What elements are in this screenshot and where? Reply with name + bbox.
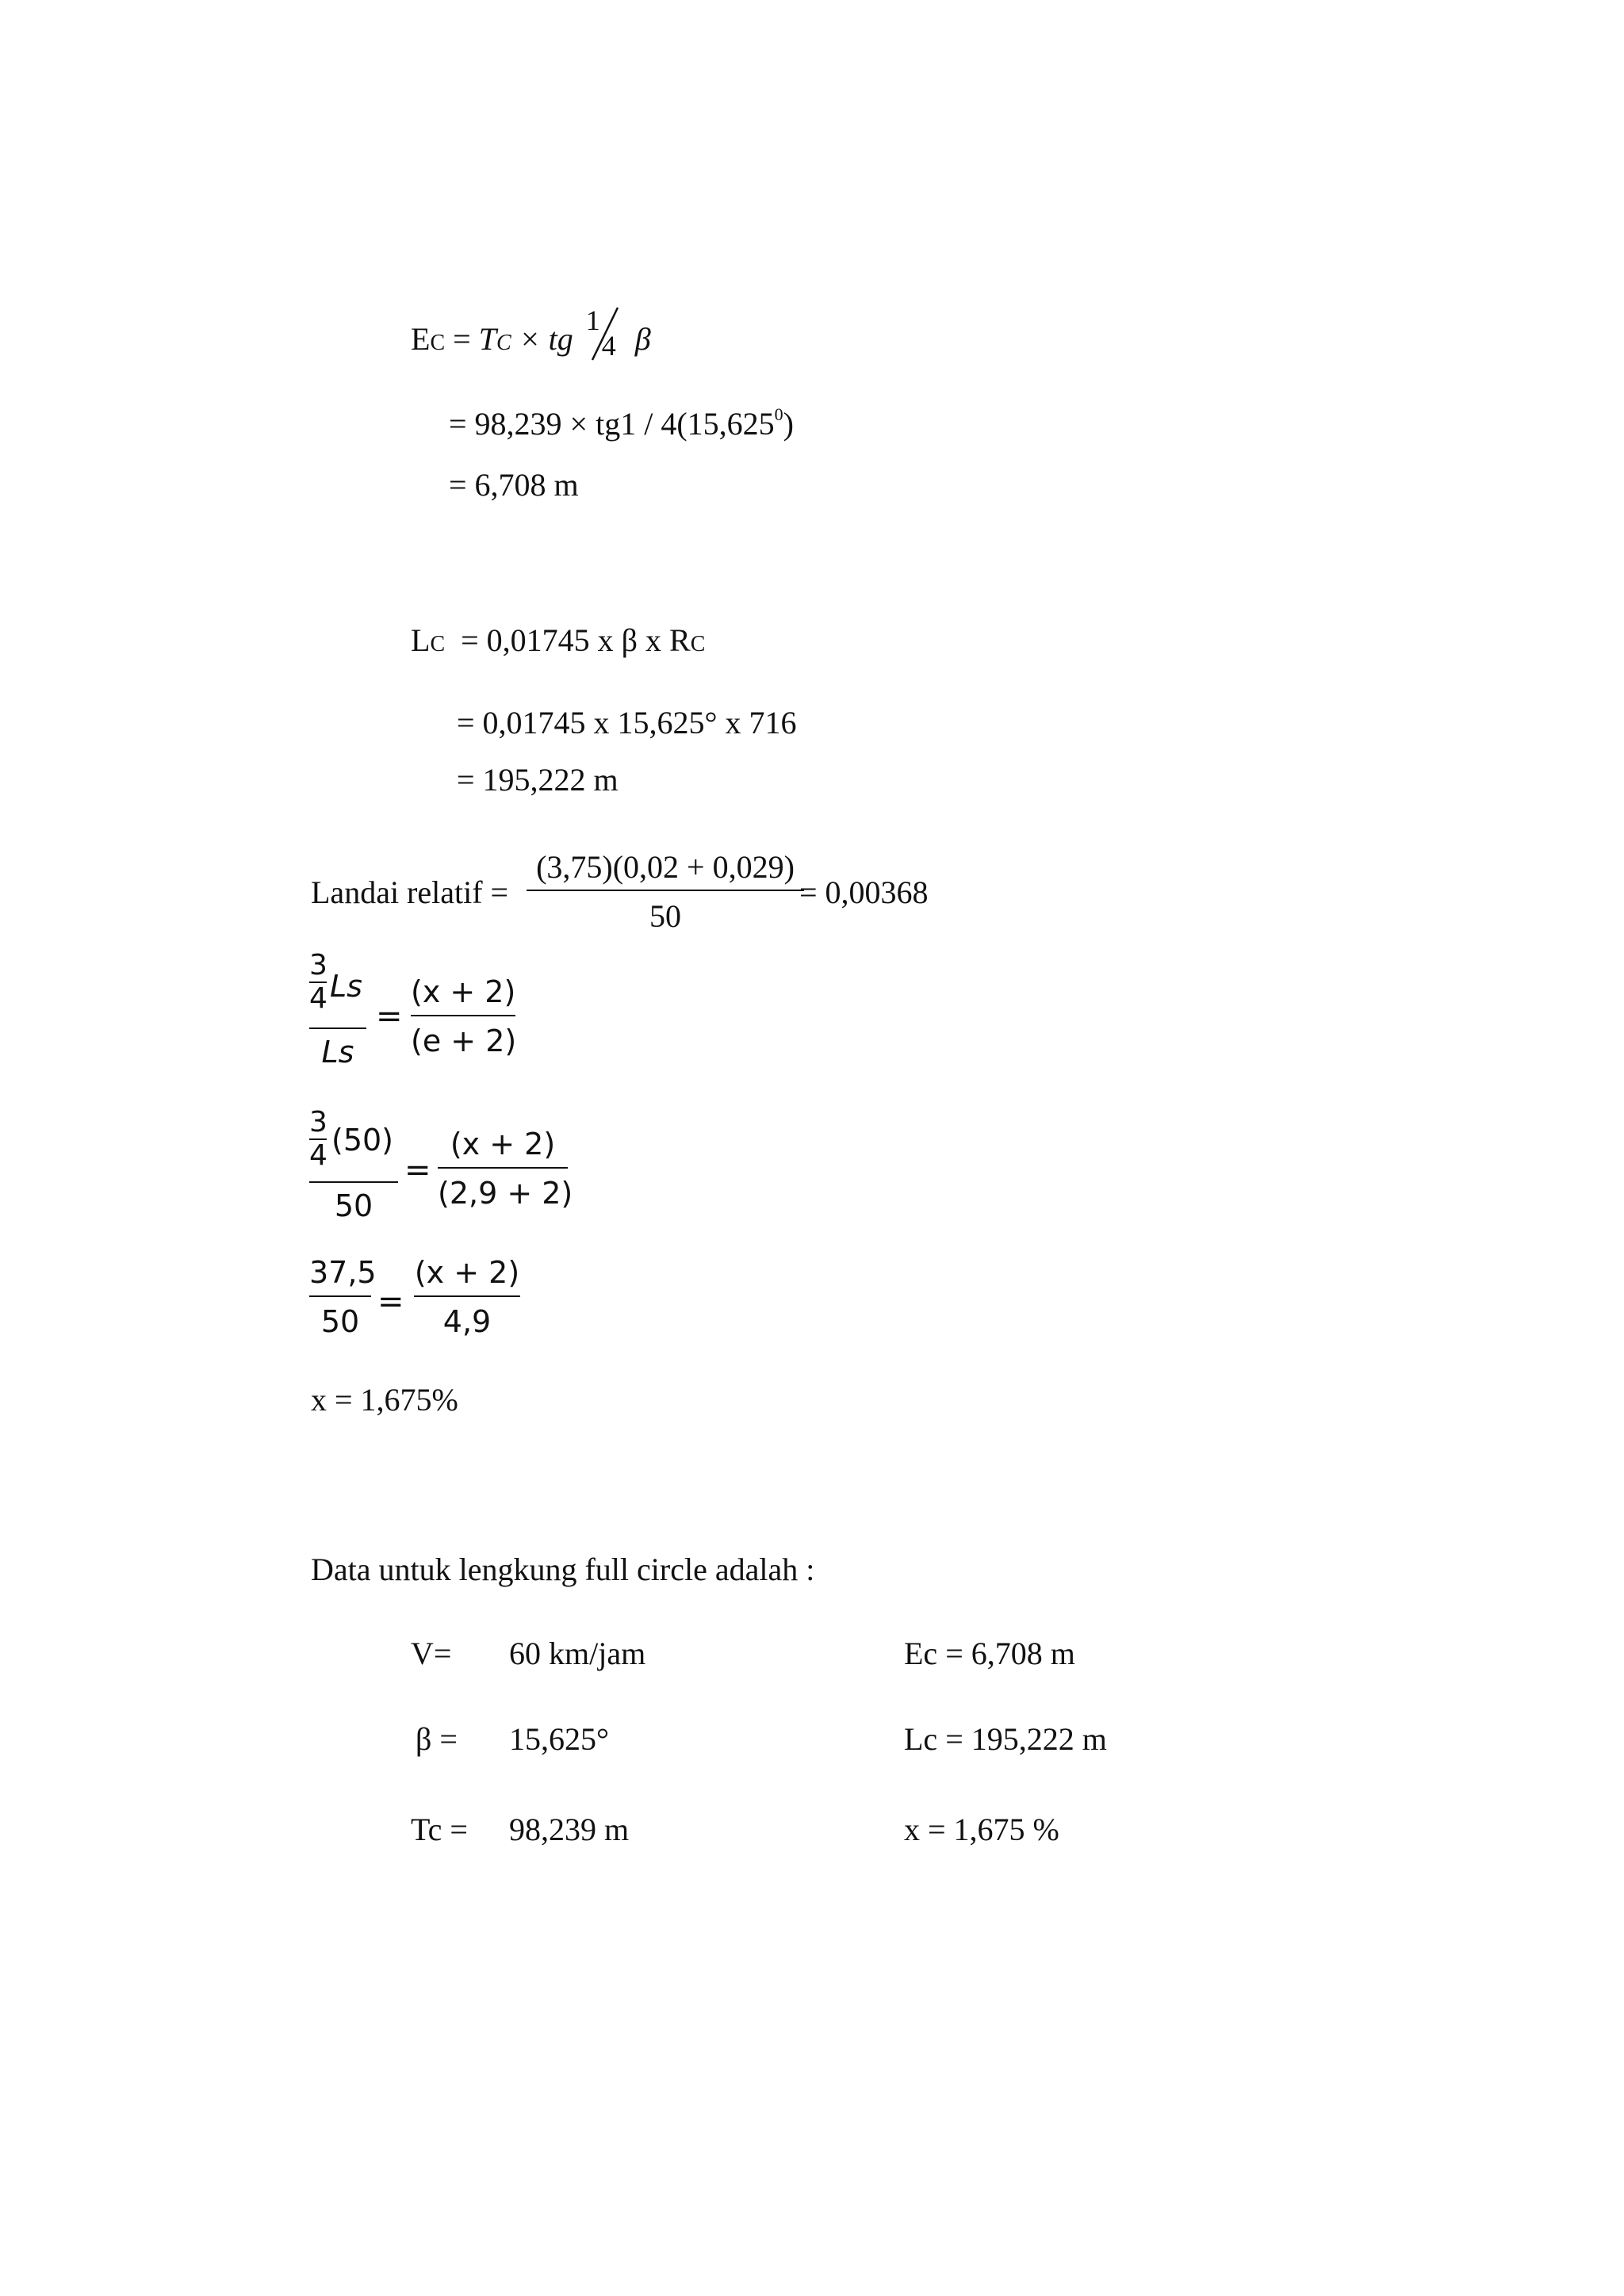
eq3-lhs-den: 50 [320,1304,360,1339]
eq3-lhs [309,1255,377,1339]
fraction-bar [414,1295,520,1297]
lc-line-3 [457,764,619,796]
summary-row-value: 15,625° [509,1721,609,1757]
landai-result [799,874,929,910]
summary-row-right: Ec = 6,708 m [904,1636,1075,1671]
summary-row-value: 60 km/jam [509,1636,646,1671]
fraction-denominator: 4 [601,329,616,362]
summary-row-value: 98,239 m [509,1812,630,1847]
x-result-text: x = 1,675% [311,1382,458,1418]
landai-result-text: = 0,00368 [799,874,929,910]
x-result [311,1384,458,1416]
ec-line-2 [449,406,794,440]
fraction-bar [411,1015,515,1016]
fraction-numerator: 1 [585,304,600,336]
eq3-rhs-den: 4,9 [442,1304,492,1339]
eq2-small-den: 4 [309,1139,327,1172]
eq1-equals: = [376,998,403,1035]
eq1-top-var: Ls [330,969,362,1004]
ec-line-3 [449,469,579,501]
fraction-bar [309,1027,366,1029]
lc-rhs: = 0,01745 x β x R [461,622,691,658]
eq1-rhs [411,974,517,1058]
eq3-lhs-num: 37,5 [309,1255,377,1290]
ec-subscript: C [430,331,446,355]
eq1-rhs-num: (x + 2) [411,974,516,1009]
eq2-small-num: 3 [309,1106,327,1138]
summary-heading [311,1554,814,1586]
summary-row-label: Tc = [411,1812,468,1847]
fraction-bar [527,890,804,891]
ec-symbol: E [411,321,431,357]
landai-label [311,874,509,910]
eq2-lhs [309,1108,398,1221]
closing-paren: ) [783,406,794,442]
eq2-bottom-val: 50 [334,1188,373,1223]
landai-numerator: (3,75)(0,02 + 0,029) [536,849,795,885]
eq1-lhs [309,949,366,1070]
eq2-rhs-den: (2,9 + 2) [438,1176,573,1211]
summary-row-label: V= [411,1636,452,1671]
summary-row-label: β = [416,1721,458,1757]
lc-substitution: = 0,01745 x 15,625° x 716 [457,705,797,740]
summary-row-right: x = 1,675 % [904,1812,1059,1847]
lc-result: = 195,222 m [457,762,619,798]
summary-row-right: Lc = 195,222 m [904,1721,1107,1757]
tc-symbol: T [478,321,496,357]
fraction-bar [438,1167,568,1169]
tc-subscript: C [496,331,511,355]
lc-line-2 [457,707,797,739]
landai-denominator: 50 [649,898,681,934]
landai-fraction [527,851,804,932]
eq1-rhs-den: (e + 2) [411,1024,517,1058]
lc-subscript: C [430,632,446,656]
eq1-small-num: 3 [309,949,327,982]
eq1-small-den: 4 [309,982,327,1015]
rc-subscript: C [690,632,706,656]
beta-symbol: β [634,321,651,357]
fraction-bar [309,1181,398,1183]
times-tg: × tg [519,321,573,357]
eq2-rhs-num: (x + 2) [450,1127,556,1161]
equals-sign: = [453,321,471,357]
fraction-bar [309,1295,371,1297]
quarter-fraction [581,304,627,362]
eq2-equals: = [404,1152,431,1188]
eq3-equals: = [377,1284,404,1320]
landai-label-text: Landai relatif = [311,874,509,910]
eq3-rhs-num: (x + 2) [414,1255,520,1290]
eq2-rhs [438,1127,573,1211]
lc-symbol: L [411,622,431,658]
ec-result: = 6,708 m [449,467,579,503]
lc-formula [411,622,706,658]
eq2-top-val: (50) [331,1123,394,1158]
eq3-rhs [414,1257,520,1337]
eq1-bottom-var: Ls [321,1035,354,1070]
ec-formula [411,304,651,362]
summary-heading-text: Data untuk lengkung full circle adalah : [311,1552,815,1587]
degree-superscript: 0 [774,404,783,424]
ec-substitution: = 98,239 × tg1 / 4(15,625 [449,406,775,442]
